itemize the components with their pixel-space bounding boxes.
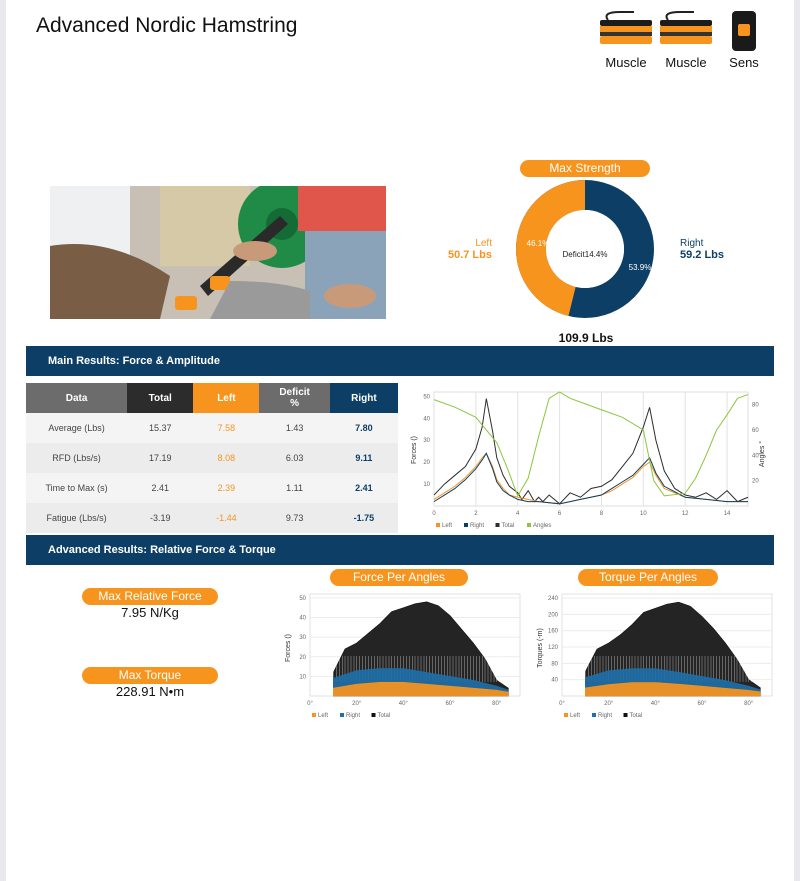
y-tick-label: 20 (423, 460, 430, 467)
col-right: Right (330, 383, 398, 413)
legend-swatch (527, 523, 531, 527)
y-tick-label: 40 (551, 677, 558, 684)
y-tick-label: 200 (547, 612, 558, 619)
x-tick-label: 20° (604, 701, 614, 707)
legend-label: Left (442, 523, 453, 529)
x-tick-label: 6 (557, 511, 562, 517)
x-tick-label: 2 (474, 511, 478, 517)
table-row: Time to Max (s) 2.41 2.39 1.11 2.41 (26, 473, 398, 503)
table-row: Fatigue (Lbs/s) -3.19 -1.44 9.73 -1.75 (26, 503, 398, 533)
device-label: Muscle (665, 55, 707, 70)
legend-swatch (592, 713, 596, 717)
force-angle-time-chart (402, 378, 778, 536)
legend-label: Right (470, 523, 485, 529)
legend-swatch (464, 523, 468, 527)
y-tick-label: 240 (547, 596, 558, 603)
legend-label: Total (501, 523, 515, 529)
x-tick-label: 40° (650, 701, 660, 707)
legend-swatch (312, 713, 316, 717)
col-deficit: Deficit % (259, 383, 329, 413)
strength-donut (512, 176, 658, 322)
exercise-photo (50, 186, 386, 319)
max-torque-pill: Max Torque (82, 667, 218, 684)
right-label: Right (680, 238, 704, 249)
x-tick-label: 80° (744, 701, 754, 707)
legend-label: Right (598, 713, 613, 719)
y-tick-label: 10 (423, 482, 430, 489)
muscle-device-icon (598, 10, 654, 46)
section-main-results: Main Results: Force & Amplitude (26, 346, 774, 376)
left-value: 50.7 Lbs (447, 249, 492, 261)
max-strength-pill: Max Strength (520, 160, 650, 177)
donut-left-pct: 46.1% (526, 239, 550, 248)
legend-swatch (436, 523, 440, 527)
legend-swatch (372, 713, 376, 717)
y-axis-label: Forces () (285, 634, 292, 662)
muscle-sensor-2[interactable] (658, 10, 714, 70)
x-tick-label: 10 (639, 511, 647, 517)
y-tick-label: 50 (423, 394, 430, 401)
legend-label: Left (570, 713, 581, 719)
x-tick-label: 14 (723, 511, 731, 517)
legend-label: Angles (533, 523, 552, 529)
donut-right-pct: 53.9% (628, 263, 652, 272)
y-tick-label: 30 (423, 438, 430, 445)
y-tick-label: 30 (299, 635, 306, 642)
torque-per-angles-pill: Torque Per Angles (578, 569, 718, 586)
max-relative-force-value: 7.95 N/Kg (121, 605, 179, 620)
results-table (26, 383, 398, 533)
total-strength: 109.9 Lbs (558, 331, 614, 345)
page-title: Advanced Nordic Hamstring (36, 14, 298, 37)
force-per-angles-chart (276, 586, 526, 724)
legend-label: Left (318, 713, 329, 719)
table-row: RFD (Lbs/s) 17.19 8.08 6.03 9.11 (26, 443, 398, 473)
y-tick-label: 40 (423, 416, 430, 423)
right-value: 59.2 Lbs (680, 249, 725, 261)
y2-axis-label: Angles ° (759, 440, 766, 468)
sens-device[interactable] (728, 10, 760, 70)
table-row: Average (Lbs) 15.37 7.58 1.43 7.80 (26, 413, 398, 443)
y-tick-label: 50 (299, 595, 306, 602)
legend-label: Right (346, 713, 361, 719)
legend-swatch (624, 713, 628, 717)
x-tick-label: 0 (432, 511, 436, 517)
col-left: Left (193, 383, 259, 413)
torque-per-angles-chart (528, 586, 778, 724)
muscle-sensor-1[interactable] (598, 10, 654, 70)
x-tick-label: 12 (681, 511, 689, 517)
y2-tick-label: 20 (752, 478, 759, 485)
x-tick-label: 60° (697, 701, 707, 707)
device-label: Sens (729, 55, 759, 70)
col-data: Data (26, 383, 127, 413)
report-page (6, 0, 794, 881)
y-tick-label: 20 (299, 654, 306, 661)
legend-label: Total (377, 713, 391, 719)
y-tick-label: 80 (551, 661, 558, 668)
max-relative-force-pill: Max Relative Force (82, 588, 218, 605)
x-tick-label: 60° (445, 701, 455, 707)
y-axis-label: Torques (-m) (537, 628, 544, 668)
y-tick-label: 40 (299, 615, 306, 622)
legend-label: Total (629, 713, 643, 719)
legend-swatch (564, 713, 568, 717)
device-label: Muscle (605, 55, 647, 70)
legend-swatch (496, 523, 500, 527)
donut-deficit: Deficit14.4% (562, 250, 608, 259)
y2-tick-label: 80 (752, 402, 759, 409)
sens-device-icon (728, 10, 760, 52)
x-tick-label: 0° (307, 701, 313, 707)
col-total: Total (127, 383, 193, 413)
y2-tick-label: 60 (752, 428, 759, 434)
x-tick-label: 20° (352, 701, 362, 707)
legend-swatch (340, 713, 344, 717)
x-tick-label: 4 (516, 511, 520, 517)
y2-tick-label: 40 (752, 453, 759, 460)
y-tick-label: 10 (299, 674, 306, 681)
y-tick-label: 160 (547, 628, 558, 635)
force-per-angles-pill: Force Per Angles (330, 569, 468, 586)
table-header-row (26, 383, 398, 413)
x-tick-label: 0° (559, 701, 565, 707)
x-tick-label: 8 (599, 511, 604, 517)
left-label: Left (475, 238, 492, 249)
x-tick-label: 40° (398, 701, 408, 707)
y-axis-label: Forces () (411, 436, 418, 464)
section-advanced-results: Advanced Results: Relative Force & Torque (26, 535, 774, 565)
max-torque-value: 228.91 N•m (115, 684, 185, 699)
x-tick-label: 80° (492, 701, 502, 707)
y-tick-label: 120 (547, 645, 558, 652)
muscle-device-icon (658, 10, 714, 46)
